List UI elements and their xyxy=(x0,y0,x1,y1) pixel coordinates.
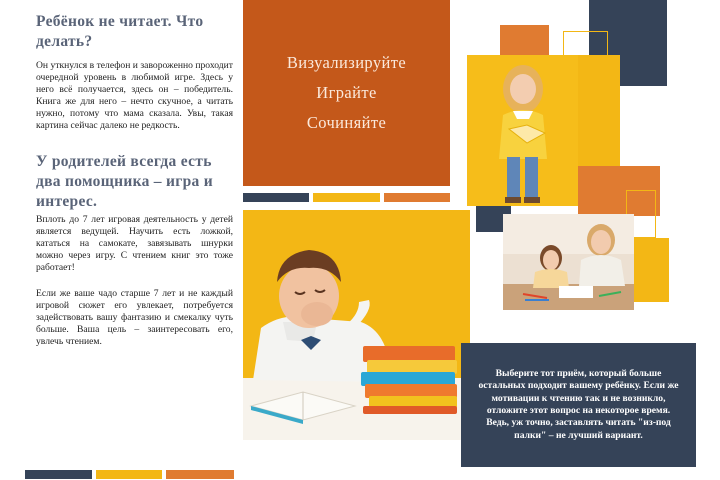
tip-visualize: Визуализируйте xyxy=(286,53,407,72)
deco-yellow-block-bottom xyxy=(634,238,669,302)
deco-orange-square-small xyxy=(500,25,549,59)
stripe-orange-bottom xyxy=(166,470,234,479)
tip-compose: Сочиняйте xyxy=(306,113,387,132)
stripe-navy-mid xyxy=(243,193,309,202)
stripe-yellow-mid xyxy=(313,193,380,202)
advice-text: Выберите тот приём, который больше остальных подходит вашему ребёнку. Если же мотивации к чтению так и не возникло, отложите этот вопрос на некоторое время. Ведь, уж точно, заставлять читать "из-под палки" – не лучший вариант. xyxy=(478,367,679,441)
photo-yawning-boy xyxy=(243,210,470,440)
advice-box xyxy=(461,343,696,467)
paragraph-intro: Он уткнулся в телефон и завороженно проходит очередной уровень в любимой игре. Здесь у него всё получается, здесь он – победитель. Книга же для него – нечто скучное, а читать нужно, потому что мама сказала. Увы, такая картина сейчас далеко не редкость. xyxy=(36,60,233,132)
tip-play: Играйте xyxy=(316,83,377,102)
stripe-orange-mid xyxy=(384,193,450,202)
paragraph-older-child: Если же ваше чадо старше 7 лет и не каждый игровой сюжет его увлекает, потребуется задействовать вашу фантазию и смекалку чуть больше. Ваша цель – заинтересовать его, увлечь чтением. xyxy=(36,288,233,348)
tips-panel xyxy=(243,0,450,186)
paragraph-play-age: Вплоть до 7 лет игровая деятельность у детей является ведущей. Научить есть ложкой, кататься на самокате, завязывать шнурки можно через игру. С чтением книг это тоже работает! xyxy=(36,214,233,274)
stripe-yellow-bottom xyxy=(96,470,162,479)
heading-two-helpers: У родителей всегда есть два помощника – игра и интерес. xyxy=(36,153,213,210)
photo-mother-daughter xyxy=(503,214,634,310)
heading-child-not-reading: Ребёнок не читает. Что делать? xyxy=(36,13,204,50)
stripe-navy-bottom xyxy=(25,470,92,479)
photo-reading-girl xyxy=(467,55,578,206)
